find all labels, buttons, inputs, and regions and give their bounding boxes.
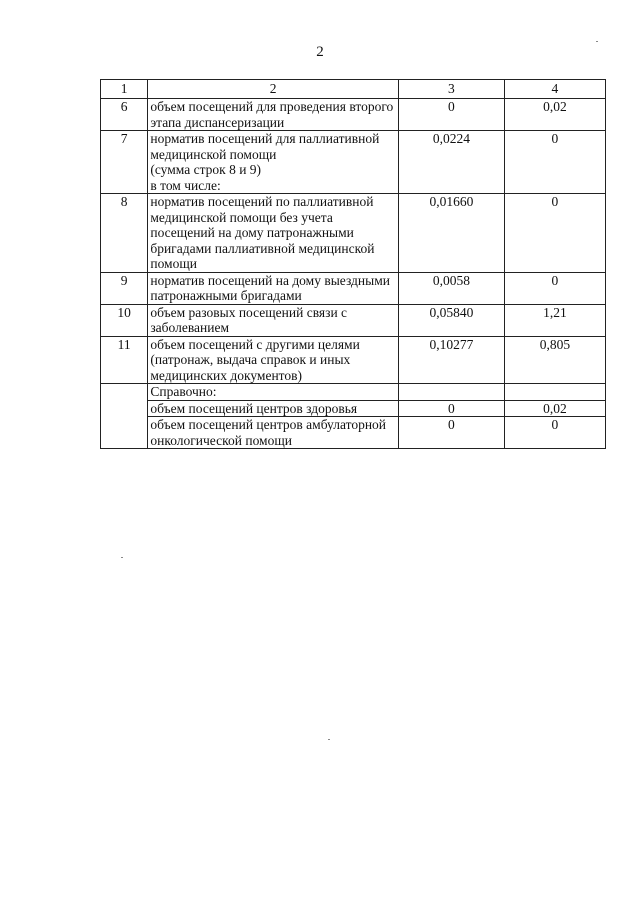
row-number: 10 <box>101 304 148 336</box>
reference-label-row <box>101 384 606 401</box>
row-description <box>148 131 399 194</box>
reference-description: объем посещений центров амбулаторной онкологической помощи <box>148 417 399 449</box>
row-description-line: (сумма строк 8 и 9) <box>150 162 262 177</box>
row-number: 7 <box>101 131 148 194</box>
row-value-col4: 1,21 <box>504 304 605 336</box>
row-value-col4: 0 <box>504 272 605 304</box>
row-number: 11 <box>101 336 148 384</box>
table-row <box>101 99 606 131</box>
row-value-col3: 0,01660 <box>399 194 505 273</box>
reference-description: объем посещений центров здоровья <box>148 400 399 417</box>
row-value-col3: 0,0224 <box>399 131 505 194</box>
row-value-col4: 0 <box>504 194 605 273</box>
page-number: 2 <box>316 44 324 60</box>
reference-value-col4: 0 <box>504 417 605 449</box>
row-description-line: медицинской помощи <box>150 146 277 162</box>
header-col-3: 3 <box>399 80 505 99</box>
reference-number-cell <box>101 384 148 449</box>
row-value-col4: 0 <box>504 131 605 194</box>
reference-value-col3: 0 <box>399 417 505 449</box>
row-value-col3: 0,05840 <box>399 304 505 336</box>
table-row <box>101 336 606 384</box>
reference-label: Справочно: <box>148 384 399 401</box>
table-row <box>101 131 606 194</box>
reference-row <box>101 417 606 449</box>
header-col-1: 1 <box>101 80 148 99</box>
reference-empty-col4 <box>504 384 605 401</box>
row-description: норматив посещений по паллиативной медицинской помощи без учета посещений на дому патронажными бригадами паллиативной медицинской помощи <box>148 194 399 273</box>
table-row <box>101 272 606 304</box>
scan-speck <box>328 739 330 740</box>
row-description: объем разовых посещений связи с заболеванием <box>148 304 399 336</box>
table-row <box>101 194 606 273</box>
scan-speck <box>596 41 598 42</box>
row-number: 9 <box>101 272 148 304</box>
visits-table <box>100 79 606 449</box>
row-number: 6 <box>101 99 148 131</box>
row-description: объем посещений с другими целями (патронаж, выдача справок и иных медицинских документов) <box>148 336 399 384</box>
row-description: норматив посещений на дому выездными патронажными бригадами <box>148 272 399 304</box>
row-description-line: норматив посещений для паллиативной <box>150 131 380 146</box>
header-col-4: 4 <box>504 80 605 99</box>
reference-empty-col3 <box>399 384 505 401</box>
reference-value-col3: 0 <box>399 400 505 417</box>
row-number: 8 <box>101 194 148 273</box>
reference-row <box>101 400 606 417</box>
row-value-col3: 0,0058 <box>399 272 505 304</box>
table-row <box>101 304 606 336</box>
row-value-col3: 0,10277 <box>399 336 505 384</box>
row-value-col4: 0,805 <box>504 336 605 384</box>
header-col-2: 2 <box>148 80 399 99</box>
reference-value-col4: 0,02 <box>504 400 605 417</box>
row-value-col3: 0 <box>399 99 505 131</box>
row-description: объем посещений для проведения второго этапа диспансеризации <box>148 99 399 131</box>
scan-speck <box>121 557 123 558</box>
row-description-line: в том числе: <box>150 177 221 193</box>
table-header-row <box>101 80 606 99</box>
row-value-col4: 0,02 <box>504 99 605 131</box>
